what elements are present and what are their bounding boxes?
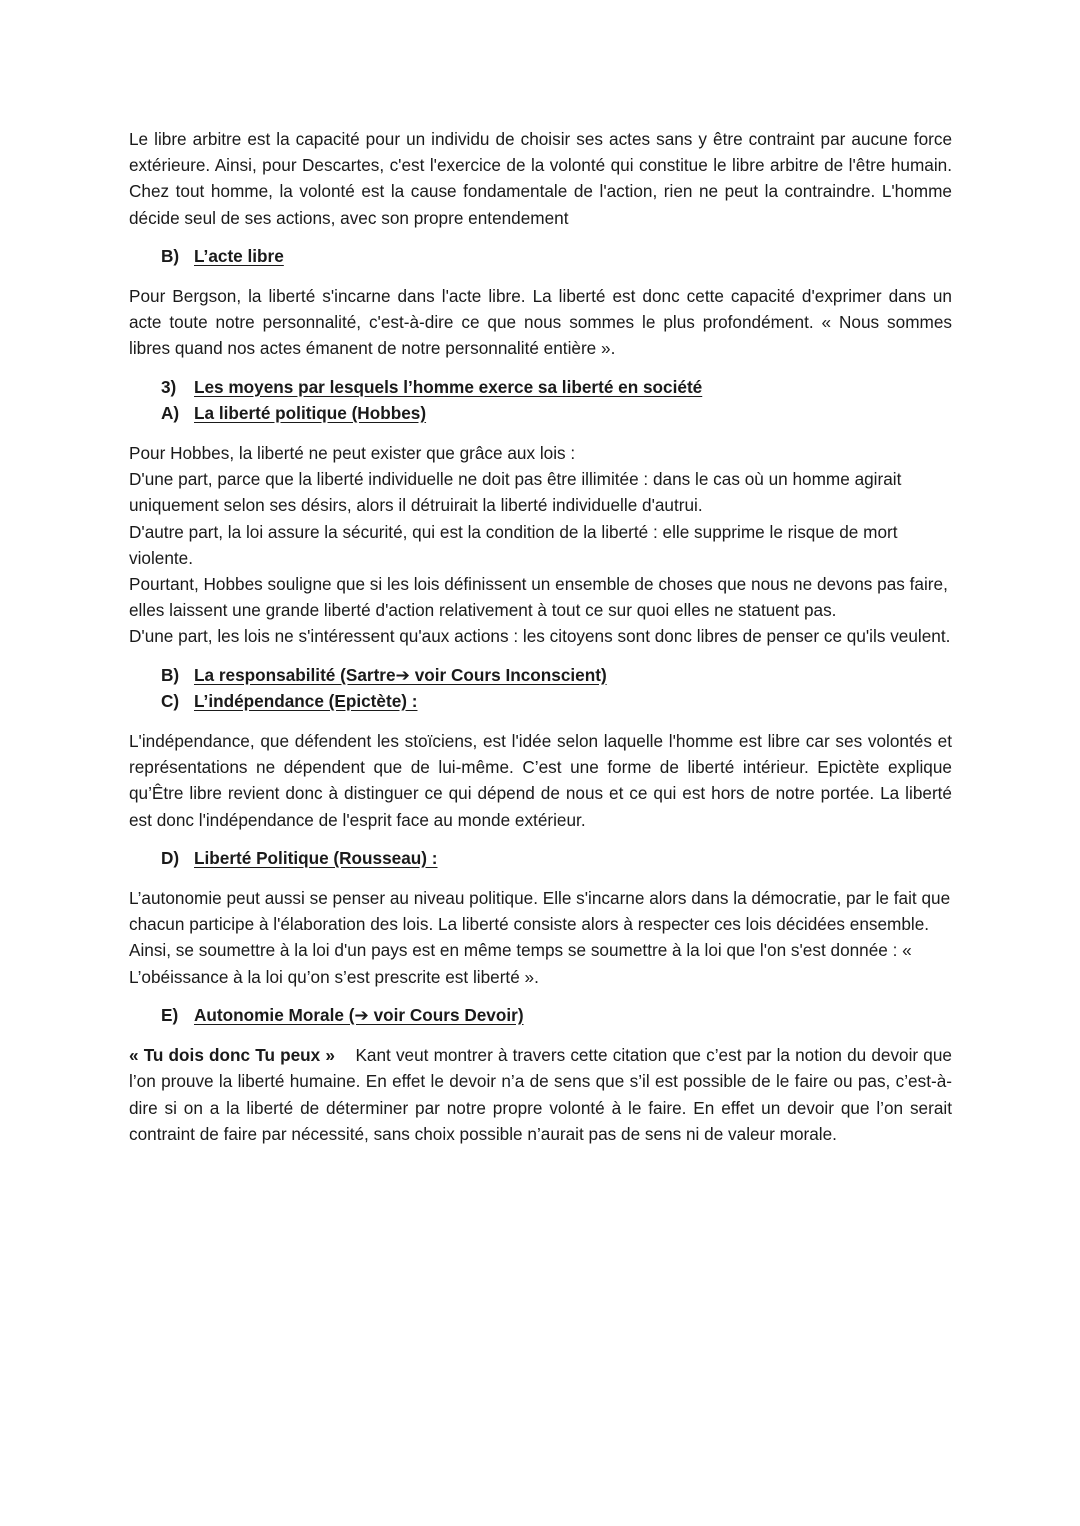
heading-liberte-politique-rousseau [129, 845, 952, 871]
heading-title: Les moyens par lesquels l’homme exerce sa liberté en société [194, 376, 703, 397]
heading-number: D) [161, 847, 180, 868]
heading-acte-libre [129, 243, 952, 269]
heading-number: B) [161, 245, 180, 266]
hobbes-line: Pourtant, Hobbes souligne que si les lois définissent un ensemble de choses que nous ne devons pas faire, elles laissent une grande liberté d'action relativement à tout ce sur quoi elles ne statuent pas. [129, 574, 948, 621]
heading-title: La liberté politique (Hobbes) [194, 402, 427, 423]
kant-quote: « Tu dois donc Tu peux » [129, 1045, 335, 1066]
heading-title: Liberté Politique (Rousseau) : [194, 847, 438, 868]
hobbes-block [129, 440, 952, 650]
heading-part-3 [129, 374, 952, 400]
heading-number: C) [161, 690, 180, 711]
heading-title: La responsabilité (Sartre➔ voir Cours Inconscient) [194, 664, 607, 685]
hobbes-line: D'une part, parce que la liberté individuelle ne doit pas être illimitée : dans le cas où un homme agirait uniquement selon ses désirs, alors il détruirait la liberté individuelle d'autrui. [129, 469, 902, 516]
rousseau-paragraph: L’autonomie peut aussi se penser au niveau politique. Elle s'incarne alors dans la démocratie, par le fait que chacun participe à l'élaboration des lois. La liberté consiste alors à respecter ces lois décidées ensemble. Ainsi, se soumettre à la loi d'un pays est en même temps se soumettre à la loi que l'on s'est donnée : « L’obéissance à la loi qu’on s’est prescrite est liberté ». [129, 888, 951, 987]
heading-liberte-politique-hobbes [129, 400, 952, 426]
heading-responsabilite [129, 662, 952, 688]
heading-number: A) [161, 402, 180, 423]
heading-title: Autonomie Morale (➔ voir Cours Devoir) [194, 1004, 524, 1025]
epictete-paragraph: L'indépendance, que défendent les stoïciens, est l'idée selon laquelle l'homme est libre car ses volontés et représentations ne dépendent que de lui-même. C’est une forme de liberté intérieur. Epictète explique qu’Être libre revient donc à distinguer ce qui dépend de nous et ce qui est hors de notre portée. La liberté est donc l'indépendance de l'esprit face au monde extérieur. [129, 731, 952, 830]
bergson-paragraph: Pour Bergson, la liberté s'incarne dans l'acte libre. La liberté est donc cette capacité d'exprimer dans un acte toute notre personnalité, c'est-à-dire ce que nous sommes le plus profondément. « Nous sommes libres quand nos actes émanent de notre personnalité entière ». [129, 286, 952, 359]
document-page [129, 126, 952, 1147]
heading-title: L’acte libre [194, 245, 284, 266]
heading-number: 3) [161, 376, 177, 397]
heading-number: B) [161, 664, 180, 685]
heading-number: E) [161, 1004, 179, 1025]
hobbes-line: D'une part, les lois ne s'intéressent qu'aux actions : les citoyens sont donc libres de penser ce qu'ils veulent. [129, 626, 951, 647]
kant-paragraph [129, 1042, 952, 1147]
heading-autonomie-morale [129, 1002, 952, 1028]
hobbes-line: D'autre part, la loi assure la sécurité, qui est la condition de la liberté : elle supprime le risque de mort violente. [129, 521, 898, 568]
intro-paragraph: Le libre arbitre est la capacité pour un individu de choisir ses actes sans y être contraint par aucune force extérieure. Ainsi, pour Descartes, c'est l'exercice de la volonté qui constitue le libre arbitre de l'être humain. Chez tout homme, la volonté est la cause fondamentale de l'action, rien ne peut la contraindre. L'homme décide seul de ses actions, avec son propre entendement [129, 129, 952, 228]
heading-independance [129, 688, 952, 714]
hobbes-line: Pour Hobbes, la liberté ne peut exister que grâce aux lois : [129, 443, 576, 464]
heading-title: L’indépendance (Epictète) : [194, 690, 418, 711]
kant-text: Kant veut montrer à travers cette citation que c’est par la notion du devoir que l’on prouve la liberté humaine. En effet le devoir n’a de sens que s’il est possible de le faire ou pas, c’est-à-dire si on a la liberté de déterminer par notre propre volonté à le faire. En effet un devoir que l’on serait contraint de faire par nécessité, sans choix possible n’aurait pas de sens ni de valeur morale. [129, 1045, 952, 1144]
